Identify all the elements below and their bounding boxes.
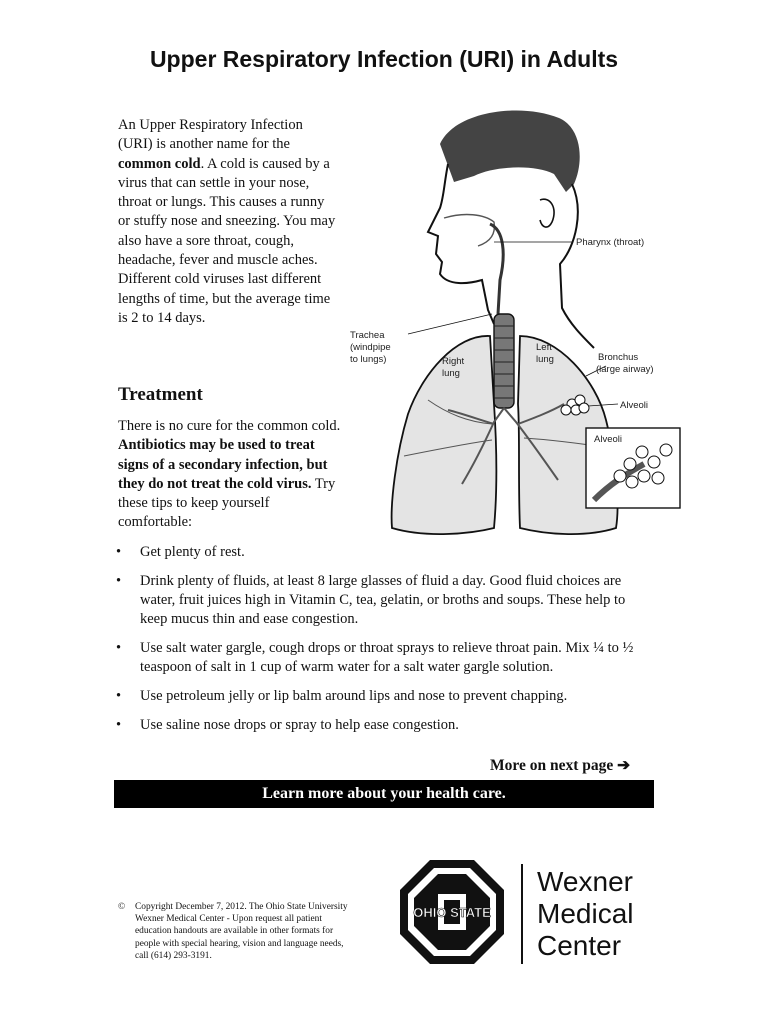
trachea-tube	[494, 314, 514, 408]
ear	[540, 199, 554, 227]
learn-more-banner: Learn more about your health care.	[114, 780, 654, 808]
copyright-notice	[118, 901, 358, 962]
wordmark-line-3: Center	[537, 930, 622, 961]
more-on-next-page: More on next page ➔	[490, 757, 631, 774]
list-item: • Use saline nose drops or spray to help ease congestion.	[116, 716, 656, 735]
treatment-paragraph	[118, 417, 344, 533]
label-alveoli-inset: Alveoli	[594, 434, 622, 445]
wexner-wordmark	[537, 866, 633, 962]
label-trachea-2: (windpipe	[350, 342, 391, 353]
copyright-text: Copyright December 7, 2012. The Ohio State University Wexner Medical Center - Upon request all patient education handouts are available in other formats for people with special hearing, vision and language needs, call (614) 293-3191.	[135, 902, 348, 961]
wordmark-line-2: Medical	[537, 898, 634, 929]
list-item: • Get plenty of rest.	[116, 543, 656, 562]
intro-bold: common cold	[118, 155, 201, 172]
page-title: Upper Respiratory Infection (URI) in Adults	[149, 46, 619, 72]
intro-text-2: . A cold is caused by a virus that can settle in your nose, throat or lungs. This causes a runny or stuffy nose and sneezing. You may also have a sore throat, cough, headache, fever and muscle aches. Different cold viruses last different lengths of time, but the average time is 2 to 14 days.	[118, 155, 336, 326]
treatment-heading: Treatment	[118, 384, 203, 405]
block-o-logo-icon	[398, 858, 506, 966]
list-item: • Use salt water gargle, cough drops or throat sprays to relieve throat pain. Mix ¼ to ½ teaspoon of salt in 1 cup of warm water for a salt water gargle solution.	[116, 639, 656, 678]
label-right-lung-1: Right	[442, 356, 465, 367]
tips-list	[116, 543, 656, 745]
logo-divider	[521, 864, 523, 964]
list-item: • Drink plenty of fluids, at least 8 large glasses of fluid a day. Good fluid choices are water, fruit juices high in Vitamin C, tea, gelatin, or broths and soups. These help to keep mucus thin and ease congestion.	[116, 572, 656, 630]
respiratory-illustration	[344, 104, 684, 546]
treatment-text-2: Try these tips to keep yourself comfortable:	[118, 475, 336, 531]
label-left-lung-1: Left	[536, 342, 552, 353]
wordmark-line-1: Wexner	[537, 866, 633, 897]
label-pharynx: Pharynx (throat)	[576, 237, 645, 248]
logo-block-text: OHIO STATE	[413, 905, 491, 920]
treatment-text-1: There is no cure for the common cold.	[118, 418, 341, 434]
intro-text-1: An Upper Respiratory Infection (URI) is another name for the	[118, 117, 303, 153]
intro-paragraph	[118, 116, 340, 328]
label-trachea-3: to lungs)	[350, 354, 387, 365]
treatment-bold: Antibiotics may be used to treat signs of a secondary infection, but they do not treat the cold virus.	[118, 437, 328, 492]
label-alveoli: Alveoli	[620, 400, 648, 411]
list-item: • Use petroleum jelly or lip balm around lips and nose to prevent chapping.	[116, 687, 656, 706]
label-bronchus-1: Bronchus	[598, 352, 639, 363]
label-bronchus-2: (large airway)	[596, 364, 654, 375]
back-of-head	[560, 184, 594, 348]
copyright-symbol: ©	[118, 902, 126, 912]
label-left-lung-2: lung	[536, 354, 554, 365]
throat-passage	[490, 224, 503, 314]
label-right-lung-2: lung	[442, 368, 460, 379]
nasal-cavity	[444, 215, 494, 246]
hair-shape	[440, 110, 580, 192]
label-trachea-1: Trachea	[350, 330, 385, 341]
